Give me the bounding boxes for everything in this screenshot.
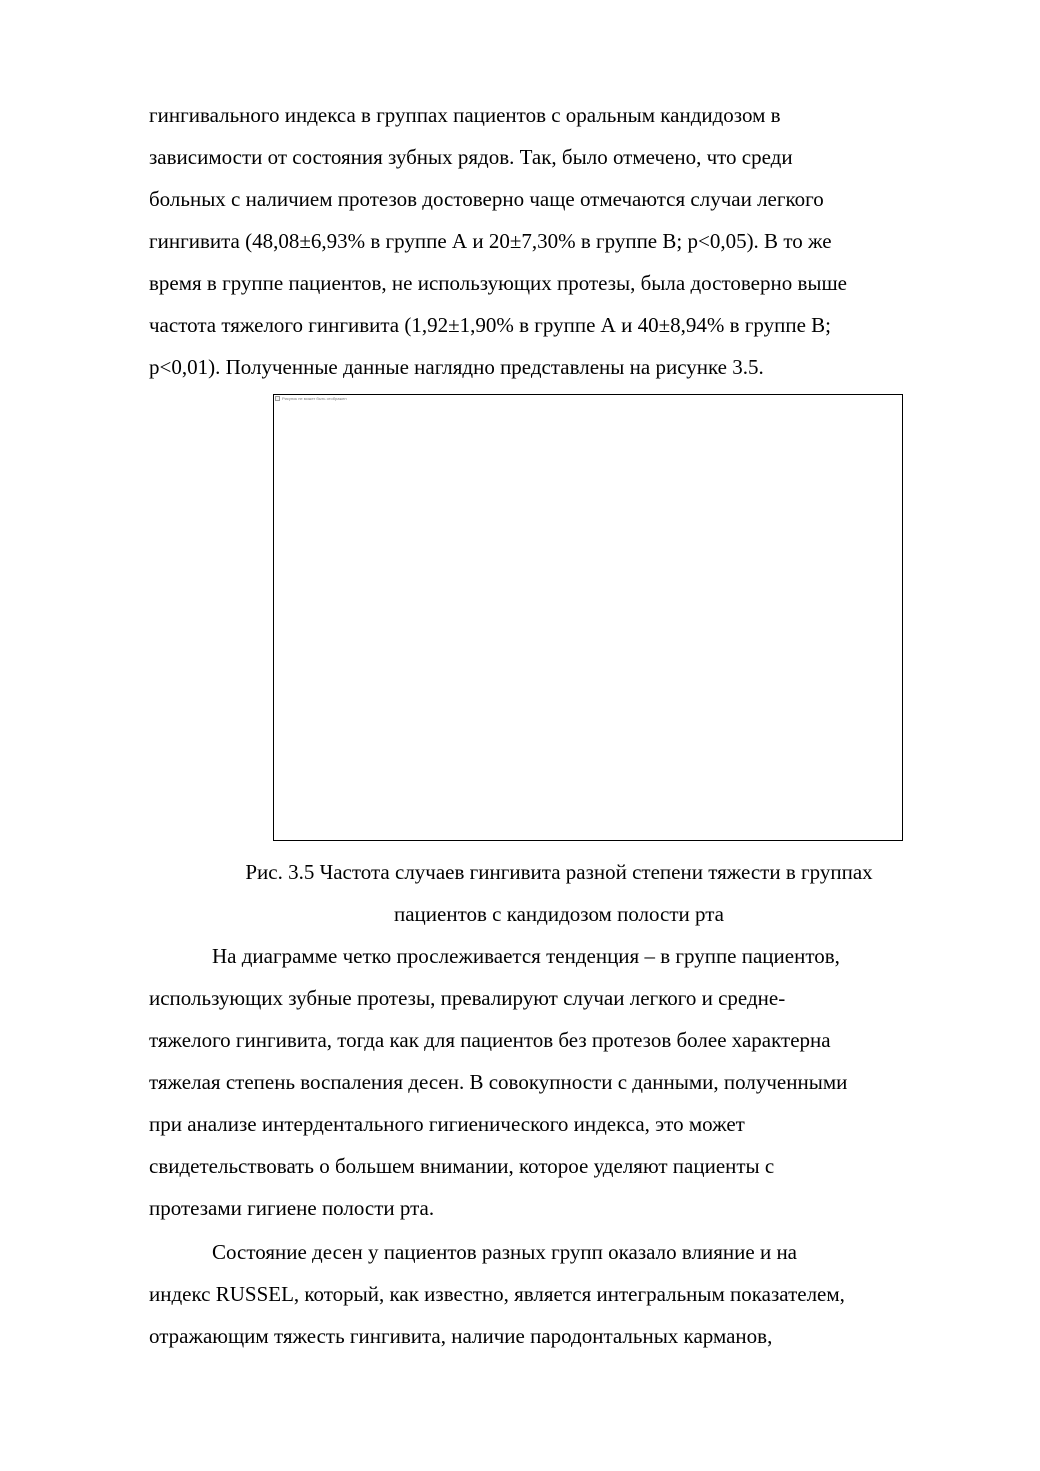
broken-image-icon <box>275 396 280 401</box>
text-line: гингивального индекса в группах пациентов с оральным кандидозом в <box>149 103 781 127</box>
paragraph-diagram-trend <box>149 935 969 1229</box>
text-line: больных с наличием протезов достоверно чаще отмечаются случаи легкого <box>149 187 824 211</box>
text-line: тяжелого гингивита, тогда как для пациентов без протезов более характерна <box>149 1028 831 1052</box>
text-line: использующих зубные протезы, превалируют случаи легкого и средне- <box>149 986 786 1010</box>
text-line: протезами гигиене полости рта. <box>149 1196 435 1220</box>
paragraph-gingival-index <box>149 94 969 388</box>
text-line: индекс RUSSEL, который, как известно, является интегральным показателем, <box>149 1282 845 1306</box>
paragraph-russel-index <box>149 1231 969 1357</box>
caption-line: пациентов с кандидозом полости рта <box>393 902 725 926</box>
text-line: зависимости от состояния зубных рядов. Так, было отмечено, что среди <box>149 145 793 169</box>
figure-3-5-frame <box>273 394 903 841</box>
text-line: тяжелая степень воспаления десен. В совокупности с данными, полученными <box>149 1070 848 1094</box>
figure-placeholder-text: Рисунок не может быть отображен <box>282 396 347 401</box>
text-line: свидетельствовать о большем внимании, которое уделяют пациенты с <box>149 1154 775 1178</box>
text-line: p<0,01). Полученные данные наглядно представлены на рисунке 3.5. <box>149 355 764 379</box>
text-line: отражающим тяжесть гингивита, наличие пародонтальных карманов, <box>149 1324 773 1348</box>
text-line: частота тяжелого гингивита (1,92±1,90% в группе А и 40±8,94% в группе В; <box>149 313 831 337</box>
text-line: Состояние десен у пациентов разных групп оказало влияние и на <box>212 1240 798 1264</box>
text-line: время в группе пациентов, не использующих протезы, была достоверно выше <box>149 271 847 295</box>
text-line: гингивита (48,08±6,93% в группе А и 20±7,30% в группе В; p<0,05). В то же <box>149 229 832 253</box>
caption-line: Рис. 3.5 Частота случаев гингивита разной степени тяжести в группах <box>245 860 873 884</box>
text-line: при анализе интердентального гигиенического индекса, это может <box>149 1112 745 1136</box>
figure-caption <box>149 851 969 935</box>
text-line: На диаграмме четко прослеживается тенденция – в группе пациентов, <box>212 944 840 968</box>
